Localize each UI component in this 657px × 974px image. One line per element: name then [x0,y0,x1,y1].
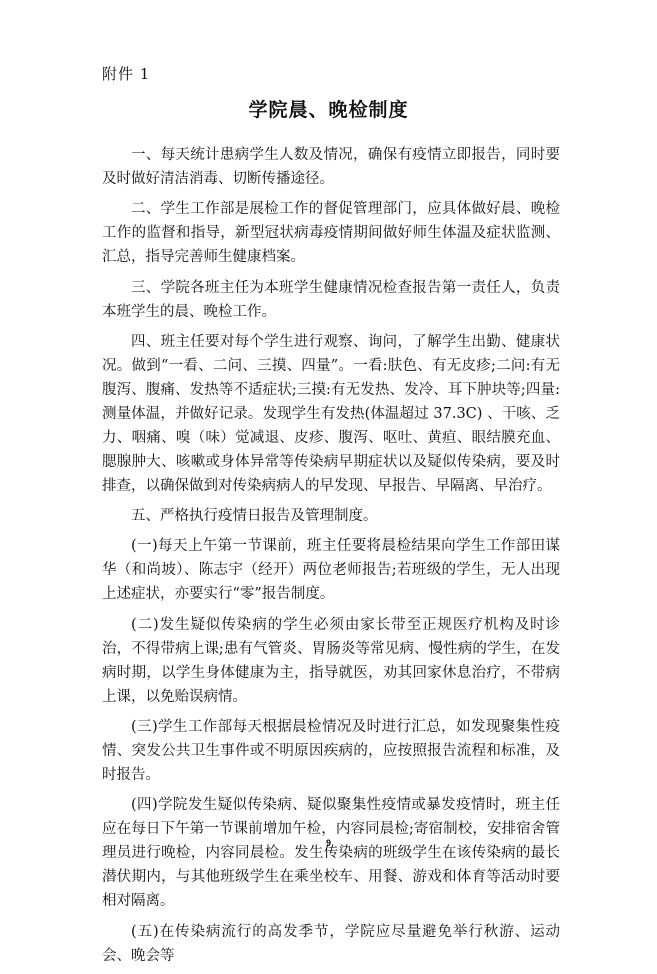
paragraph: (三)学生工作部每天根据晨检情况及时进行汇总，如发现聚集性疫情、突发公共卫生事件或不明原因疾病的，应按照报告流程和标准，及时报告。 [102,719,560,784]
paragraph: 三、学院各班主任为本班学生健康情况检查报告第一责任人，负责本班学生的晨、晚检工作。 [102,279,560,320]
paragraph: 一、每天统计患病学生人数及情况，确保有疫情立即报告，同时要及时做好清洁消毒、切断传播途径。 [102,147,560,187]
document-body [102,143,560,974]
document-title: 学院晨、晚检制度 [248,99,409,121]
paragraph: 五、严格执行疫情日报告及管理制度。 [131,508,378,525]
paragraph: (五)在传染病流行的高发季节，学院应尽量避免举行秋游、运动会、晚会等 [102,923,560,964]
page-number: 9 [325,838,331,848]
paragraph: (二)发生疑似传染病的学生必须由家长带至正规医疗机构及时诊治，不得带病上课;患有气管炎、胃肠炎等常见病、慢性病的学生，在发病时期，以学生身体健康为主，指导就医，劝其回家休息治疗，不带病上课，以免贻误病情。 [102,616,560,705]
paragraph: 四、班主任要对每个学生进行观察、询问，了解学生出勤、健康状况。做到“一看、二问、三摸、四量”。一看:肤色、有无皮疹;二问:有无腹泻、腹痛、发热等不适症状;三摸:有无发热、发冷、耳下肿块等;四量:测量体温，并做好记录。发现学生有发热(体温超过 37.3C) 、干咳、乏力、咽痛、嗅（味）觉减退、皮疹、腹泻、呕吐、黄疸、眼结膜充血、腮腺肿大、咳嗽或身体异常等传染病早期症状以及疑似传染病，要及时排查，以确保做到对传染病病人的早发现、早报告、早隔离、早治疗。 [102,333,560,494]
paragraph: (一)每天上午第一节课前，班主任要将晨检结果向学生工作部田谋华（和尚坡）、陈志宇（经开）两位老师报告;若班级的学生，无人出现上述症状，亦要实行“零”报告制度。 [102,538,560,603]
attachment-label: 附件 1 [102,65,151,83]
paragraph: 二、学生工作部是展检工作的督促管理部门，应具体做好晨、晚检工作的监督和指导，新型冠状病毒疫情期间做好师生体温及症状监测、汇总，指导完善师生健康档案。 [102,201,560,266]
paragraph: (四)学院发生疑似传染病、疑似聚集性疫情或暴发疫情时，班主任应在每日下午第一节课前增加午检，内容同晨检;寄宿制校，安排宿舍管理员进行晚检，内容同晨检。发生传染病的班级学生在该传染病的最长潜伏期内，与其他班级学生在乘坐校车、用餐、游戏和体育等活动时要相对隔离。 [102,797,560,910]
